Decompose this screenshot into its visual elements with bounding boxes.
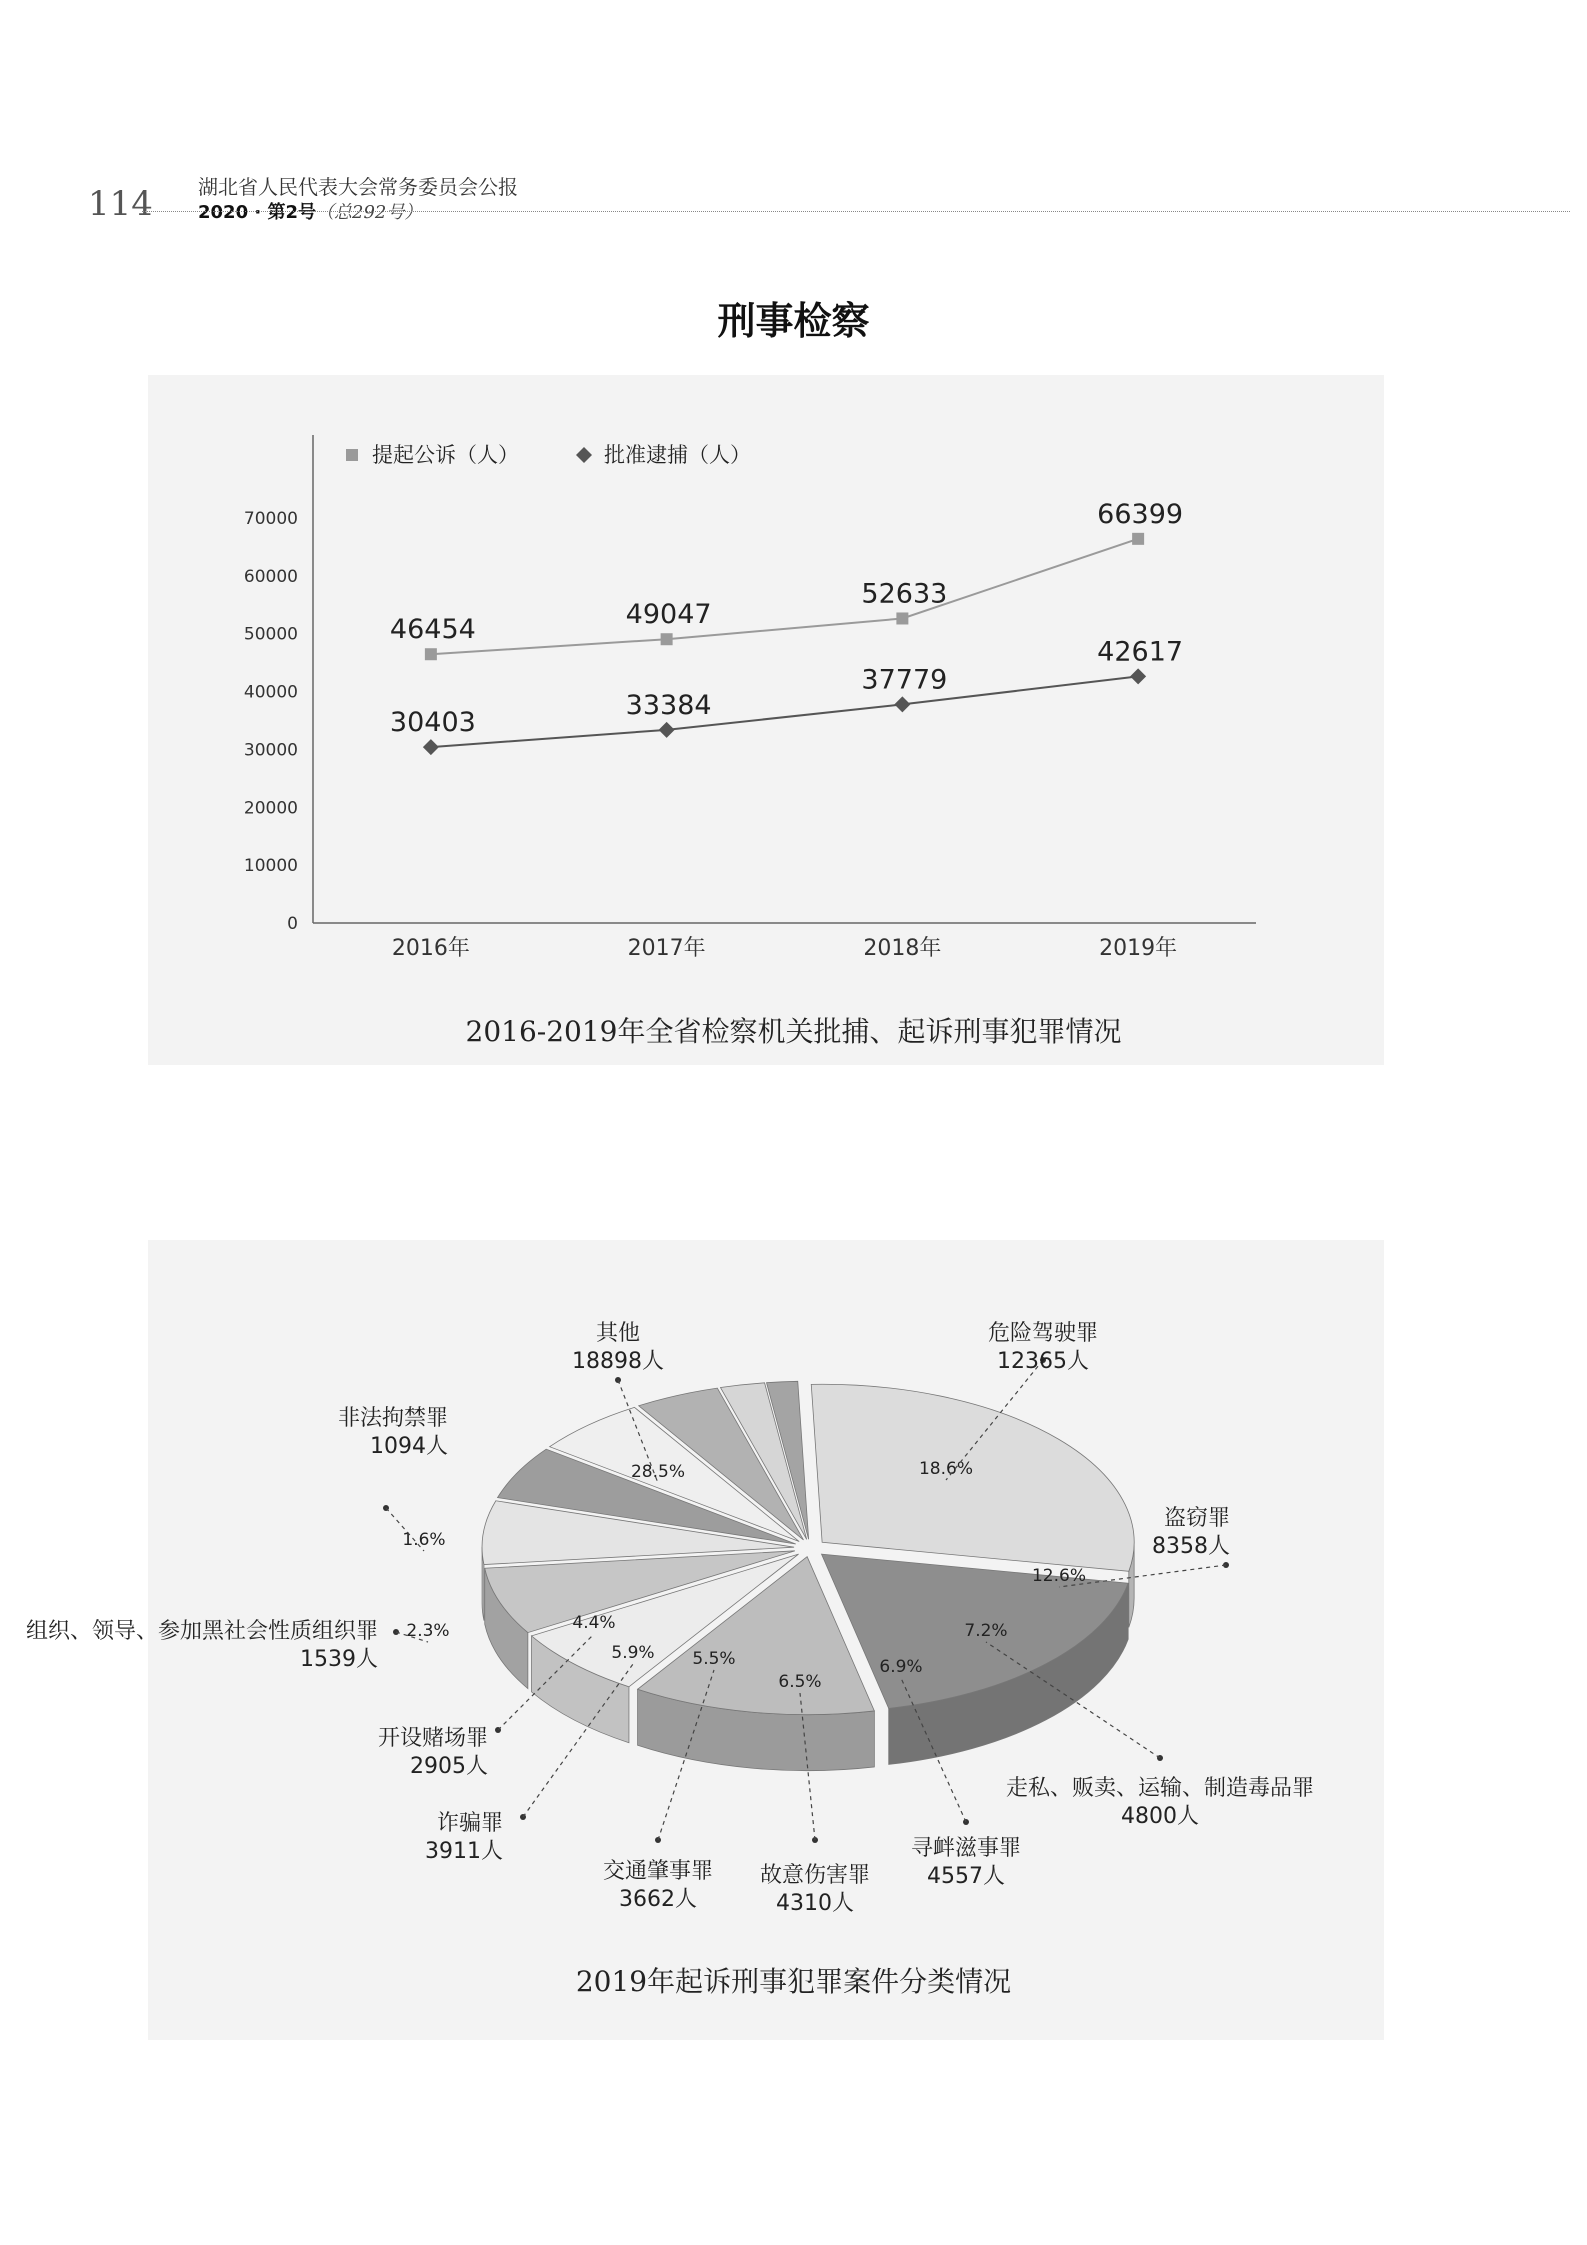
data-point bbox=[1130, 668, 1146, 684]
slice-category-label bbox=[1006, 1776, 1314, 1829]
data-label: 30403 bbox=[389, 707, 476, 739]
slice-category-label bbox=[1152, 1506, 1230, 1559]
line-chart-caption: 2016-2019年全省检察机关批捕、起诉刑事犯罪情况 bbox=[465, 1015, 1122, 1048]
data-label: 46454 bbox=[389, 614, 476, 646]
data-point bbox=[894, 696, 910, 712]
slice-category-label bbox=[572, 1321, 664, 1374]
series-line bbox=[431, 539, 1138, 654]
legend-label: 提起公诉（人） bbox=[372, 443, 519, 467]
data-point bbox=[661, 633, 673, 645]
pie-chart bbox=[25, 1240, 1384, 1940]
pie-chart-caption: 2019年起诉刑事犯罪案件分类情况 bbox=[575, 1965, 1012, 1998]
slice-count: 2905人 bbox=[410, 1754, 488, 1779]
slice-category-label bbox=[988, 1321, 1098, 1374]
data-label: 42617 bbox=[1097, 636, 1184, 668]
data-label: 49047 bbox=[625, 599, 712, 631]
slice-percent-label: 6.9% bbox=[879, 1657, 923, 1677]
slice-percent-label: 12.6% bbox=[1031, 1566, 1087, 1586]
x-tick-label: 2019年 bbox=[1099, 936, 1178, 961]
slice-name: 交通肇事罪 bbox=[602, 1859, 714, 1884]
data-label: 52633 bbox=[861, 578, 948, 610]
legend-marker bbox=[576, 447, 592, 463]
slice-category-label bbox=[760, 1863, 870, 1916]
slice-percent-label: 5.9% bbox=[611, 1643, 655, 1663]
publication-title: 湖北省人民代表大会常务委员会公报 bbox=[198, 175, 518, 199]
slice-percent-label: 5.5% bbox=[692, 1649, 736, 1669]
data-point bbox=[423, 739, 439, 755]
y-tick-label: 10000 bbox=[243, 856, 298, 877]
slice-name: 寻衅滋事罪 bbox=[910, 1836, 1022, 1861]
slice-percent-label: 4.4% bbox=[572, 1613, 616, 1633]
data-point bbox=[659, 722, 675, 738]
x-tick-label: 2016年 bbox=[391, 936, 470, 961]
slice-category-label bbox=[338, 1406, 448, 1459]
slice-percent-label: 6.5% bbox=[778, 1672, 822, 1692]
data-label: 33384 bbox=[625, 689, 712, 721]
data-label: 37779 bbox=[861, 664, 948, 696]
slice-count: 3911人 bbox=[425, 1839, 503, 1864]
data-label: 66399 bbox=[1097, 498, 1184, 530]
slice-name: 诈骗罪 bbox=[436, 1811, 503, 1836]
data-point bbox=[896, 612, 908, 624]
slice-percent-label: 7.2% bbox=[964, 1621, 1008, 1641]
x-tick-label: 2017年 bbox=[627, 936, 706, 961]
slice-category-label bbox=[603, 1859, 713, 1912]
slice-category-label bbox=[26, 1619, 378, 1672]
slice-name: 组织、领导、参加黑社会性质组织罪 bbox=[25, 1619, 378, 1644]
y-tick-label: 0 bbox=[287, 914, 298, 934]
slice-percent-label: 28.5% bbox=[630, 1462, 686, 1482]
series-line bbox=[431, 676, 1138, 747]
issue-label: 2020 · 第2号 bbox=[198, 202, 316, 223]
legend-item bbox=[346, 443, 519, 467]
legend-item bbox=[576, 443, 751, 467]
slice-name: 非法拘禁罪 bbox=[337, 1406, 448, 1431]
slice-name: 其他 bbox=[595, 1321, 641, 1346]
slice-count: 1539人 bbox=[300, 1647, 378, 1672]
slice-name: 危险驾驶罪 bbox=[987, 1321, 1099, 1346]
issue-total: （总292号） bbox=[316, 202, 423, 223]
y-tick-label: 50000 bbox=[243, 624, 298, 645]
slice-count: 4557人 bbox=[927, 1864, 1005, 1889]
slice-name: 走私、贩卖、运输、制造毒品罪 bbox=[1005, 1776, 1315, 1801]
slice-category-label bbox=[378, 1726, 488, 1779]
page-number: 114 bbox=[88, 184, 153, 224]
slice-percent-label: 2.3% bbox=[406, 1621, 450, 1641]
slice-count: 1094人 bbox=[370, 1434, 448, 1459]
slice-percent-label: 1.6% bbox=[402, 1530, 446, 1550]
data-point bbox=[1132, 533, 1144, 545]
y-tick-label: 70000 bbox=[243, 509, 298, 529]
slice-count: 4800人 bbox=[1121, 1804, 1199, 1829]
y-tick-label: 20000 bbox=[243, 798, 298, 819]
y-tick-label: 30000 bbox=[243, 740, 298, 761]
x-tick-label: 2018年 bbox=[863, 936, 942, 961]
slice-percent-label: 18.6% bbox=[918, 1459, 974, 1479]
slice-count: 3662人 bbox=[619, 1887, 697, 1912]
slice-count: 8358人 bbox=[1152, 1534, 1230, 1559]
slice-category-label bbox=[911, 1836, 1021, 1889]
legend-label: 批准逮捕（人） bbox=[604, 443, 751, 467]
y-tick-label: 60000 bbox=[243, 566, 298, 587]
section-title: 刑事检察 bbox=[717, 298, 870, 343]
header-rule bbox=[142, 211, 1570, 212]
slice-count: 12365人 bbox=[997, 1349, 1089, 1374]
slice-category-label bbox=[425, 1811, 503, 1864]
data-point bbox=[425, 648, 437, 660]
slice-count: 18898人 bbox=[572, 1349, 664, 1374]
y-tick-label: 40000 bbox=[243, 682, 298, 703]
slice-name: 开设赌场罪 bbox=[377, 1726, 488, 1751]
line-chart bbox=[148, 375, 1384, 995]
slice-count: 4310人 bbox=[776, 1891, 854, 1916]
legend-marker bbox=[346, 449, 358, 461]
slice-name: 盗窃罪 bbox=[1163, 1506, 1230, 1531]
slice-name: 故意伤害罪 bbox=[759, 1863, 871, 1888]
